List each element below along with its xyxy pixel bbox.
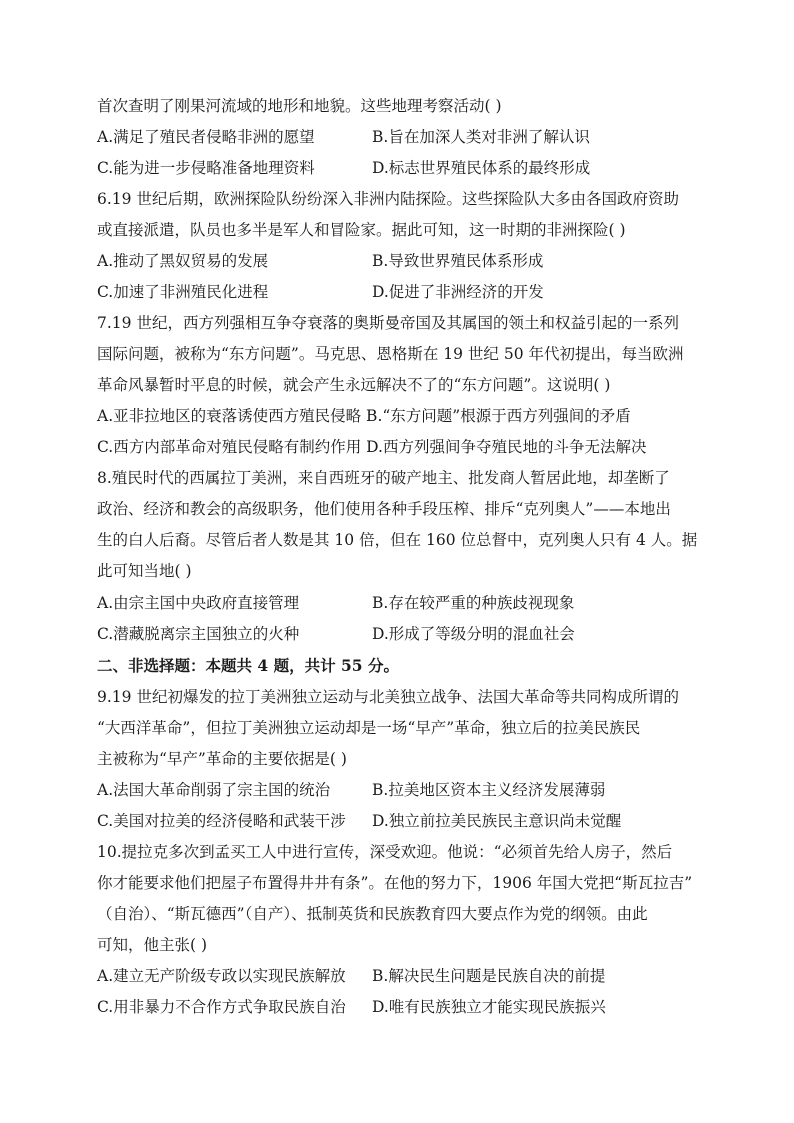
q7-stem-line-2: 国际问题，被称为“东方问题”。马克思、恩格斯在 19 世纪 50 年代初提出，每当欧洲 xyxy=(97,345,684,363)
q8-option-b: B.存在较严重的种族歧视现象 xyxy=(372,594,575,612)
q10-option-d: D.唯有民族独立才能实现民族振兴 xyxy=(372,998,606,1016)
q8-stem-line-2: 政治、经济和教会的高级职务，他们使用各种手段压榨、排斥“克列奥人”——本地出 xyxy=(97,500,671,518)
q8-option-c: C.潜藏脱离宗主国独立的火种 xyxy=(97,625,300,643)
q9-option-b: B.拉美地区资本主义经济发展薄弱 xyxy=(372,781,606,799)
q5-option-d: D.标志世界殖民体系的最终形成 xyxy=(372,159,591,177)
q10-stem-line-2: 你才能要求他们把屋子布置得井井有条”。在他的努力下，1906 年国大党把“斯瓦拉吉” xyxy=(97,874,693,892)
q6-stem-line-2: 或直接派遣，队员也多半是军人和冒险家。据此可知，这一时期的非洲探险( ) xyxy=(97,221,626,239)
q7-options-ab: A.亚非拉地区的衰落诱使西方殖民侵略 B.“东方问题”根源于西方列强间的矛盾 xyxy=(97,407,631,425)
q9-option-c: C.美国对拉美的经济侵略和武装干涉 xyxy=(97,812,346,830)
q8-option-a: A.由宗主国中央政府直接管理 xyxy=(97,594,300,612)
q9-option-a: A.法国大革命削弱了宗主国的统治 xyxy=(97,781,331,799)
q7-options-cd: C.西方内部革命对殖民侵略有制约作用 D.西方列强间争夺殖民地的斗争无法解决 xyxy=(97,438,647,456)
q5-stem-line: 首次查明了刚果河流域的地形和地貌。这些地理考察活动( ) xyxy=(97,97,502,115)
q6-option-a: A.推动了黑奴贸易的发展 xyxy=(97,252,269,270)
q7-stem-line-3: 革命风暴暂时平息的时候，就会产生永远解决不了的“东方问题”。这说明( ) xyxy=(97,376,611,394)
q6-option-b: B.导致世界殖民体系形成 xyxy=(372,252,544,270)
q9-stem-line-1: 9.19 世纪初爆发的拉丁美洲独立运动与北美独立战争、法国大革命等共同构成所谓的 xyxy=(97,688,679,706)
q8-option-d: D.形成了等级分明的混血社会 xyxy=(372,625,575,643)
q7-stem-line-1: 7.19 世纪，西方列强相互争夺衰落的奥斯曼帝国及其属国的领土和权益引起的一系列 xyxy=(97,314,679,332)
q8-stem-line-4: 此可知当地( ) xyxy=(97,562,192,580)
q10-option-b: B.解决民生问题是民族自决的前提 xyxy=(372,967,606,985)
q10-stem-line-1: 10.提拉克多次到孟买工人中进行宣传，深受欢迎。他说：“必须首先给人房子，然后 xyxy=(97,843,673,861)
q10-stem-line-4: 可知，他主张( ) xyxy=(97,936,208,954)
q6-option-c: C.加速了非洲殖民化进程 xyxy=(97,283,269,301)
q5-option-b: B.旨在加深人类对非洲了解认识 xyxy=(372,128,590,146)
q8-stem-line-1: 8.殖民时代的西属拉丁美洲，来自西班牙的破产地主、批发商人暂居此地，却垄断了 xyxy=(97,469,670,487)
section-title: 二、非选择题：本题共 4 题，共计 55 分。 xyxy=(97,656,399,675)
q9-option-d: D.独立前拉美民族民主意识尚未觉醒 xyxy=(372,812,622,830)
q5-option-c: C.能为进一步侵略准备地理资料 xyxy=(97,159,315,177)
q10-option-c: C.用非暴力不合作方式争取民族自治 xyxy=(97,998,346,1016)
q10-option-a: A.建立无产阶级专政以实现民族解放 xyxy=(97,967,346,985)
q8-stem-line-3: 生的白人后裔。尽管后者人数是其 10 倍，但在 160 位总督中，克列奥人只有 4 人。据 xyxy=(97,531,698,549)
q5-option-a: A.满足了殖民者侵略非洲的愿望 xyxy=(97,128,315,146)
q6-option-d: D.促进了非洲经济的开发 xyxy=(372,283,544,301)
q6-stem-line-1: 6.19 世纪后期，欧洲探险队纷纷深入非洲内陆探险。这些探险队大多由各国政府资助 xyxy=(97,190,679,208)
q10-stem-line-3: （自治）、“斯瓦德西”（自产）、抵制英货和民族教育四大要点作为党的纲领。由此 xyxy=(97,905,648,923)
q9-stem-line-2: “大西洋革命”，但拉丁美洲独立运动却是一场“早产”革命，独立后的拉美民族民 xyxy=(97,719,641,737)
q9-stem-line-3: 主被称为“早产”革命的主要依据是( ) xyxy=(97,750,347,768)
